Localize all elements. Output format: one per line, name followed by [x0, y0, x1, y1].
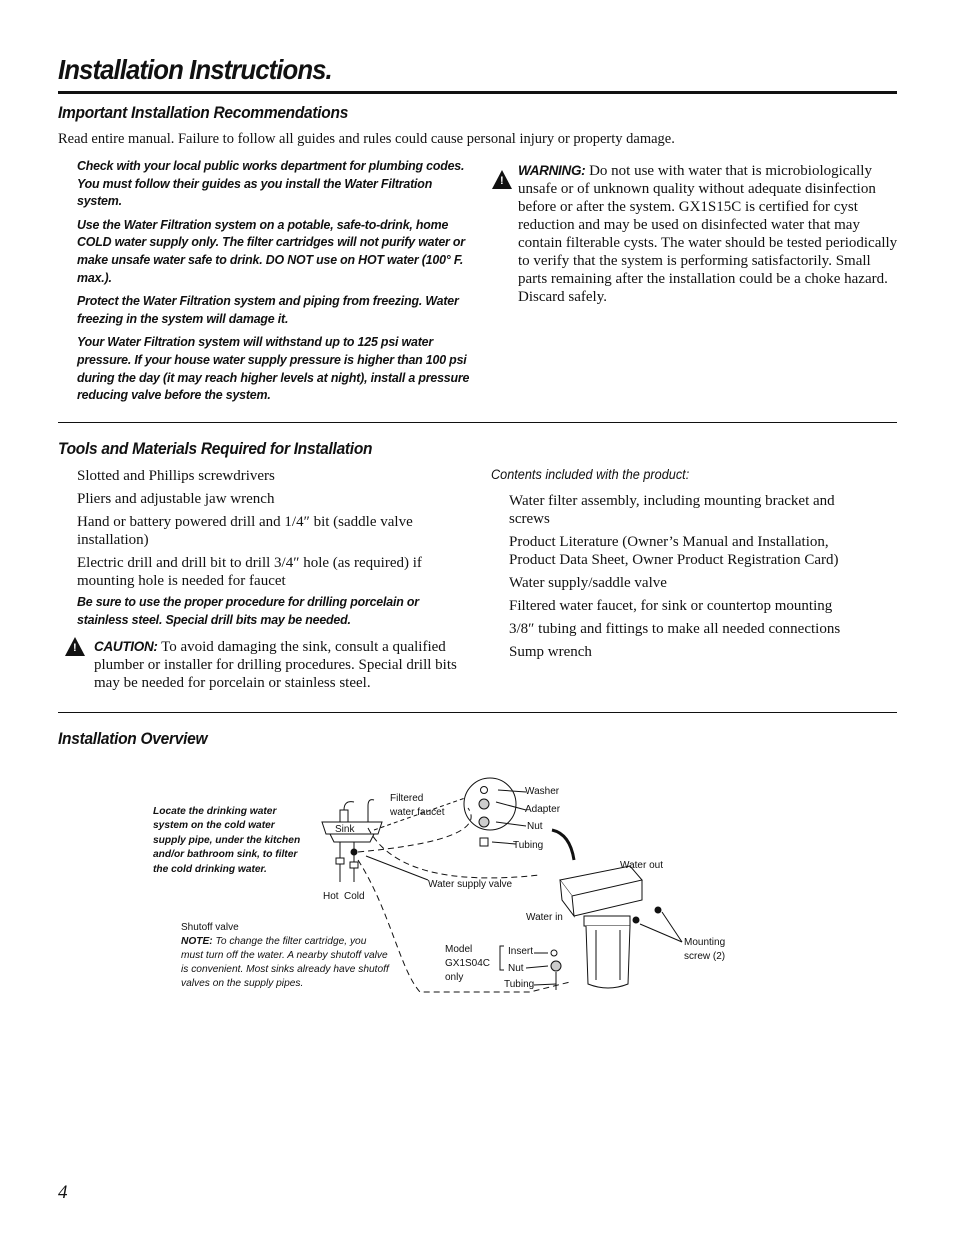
saddle-valve-mark [351, 849, 357, 855]
page-number: 4 [58, 1182, 68, 1203]
insert-part [551, 950, 557, 956]
adapter-part [479, 799, 489, 809]
filter-sump [586, 926, 630, 988]
tubing-top-label: Tubing [513, 840, 544, 851]
warning-label: WARNING: [518, 163, 586, 178]
shutoff-valve-label: Shutoff valve [181, 922, 239, 933]
note-text: To change the filter cartridge, you must turn off the water. A nearby shutoff valve is convenient. Most sinks already have shutoff valves on the supply pipes. [181, 936, 389, 989]
adapter-label: Adapter [525, 804, 561, 815]
contents-item: 3/8″ tubing and fittings to make all needed connections [509, 621, 841, 637]
filtered-faucet-shape [368, 800, 374, 822]
nut-part [479, 817, 489, 827]
recommendations-list [77, 157, 472, 404]
filtered-faucet-label: Filtered water faucet [390, 793, 445, 818]
hot-label: Hot [323, 891, 339, 902]
contents-item: Water filter assembly, including mounting bracket and screws [509, 493, 835, 527]
nut-bottom-arrow [526, 966, 548, 968]
tools-item: Slotted and Phillips screwdrivers [77, 468, 275, 484]
hot-valve [336, 858, 344, 864]
adapter-arrow [496, 802, 526, 810]
section-divider [58, 712, 897, 713]
nut-bottom-part [551, 961, 561, 971]
insert-label: Insert [508, 946, 534, 957]
main-faucet-spout [344, 802, 354, 810]
model-label: Model GX1S04C only [445, 944, 491, 983]
note-label: NOTE: [181, 936, 213, 947]
contents-item: Sump wrench [509, 644, 592, 660]
cold-valve [350, 862, 358, 868]
supply-valve-arrow [366, 856, 428, 880]
main-faucet-body [340, 810, 348, 822]
caution-text: To avoid damaging the sink, consult a qualified plumber or installer for drilling procedures. Special drill bits may be needed for porcelain or stainless steel. [94, 639, 457, 691]
mounting-screw [655, 907, 661, 913]
warning-block [518, 162, 898, 306]
cold-label: Cold [344, 891, 365, 902]
tubing-part [480, 838, 488, 846]
nut-bottom-label: Nut [508, 963, 524, 974]
caution-icon: ! [65, 637, 85, 656]
model-bracket [500, 946, 504, 970]
locate-note: Locate the drinking water system on the cold water supply pipe, under the kitchen and/or bathroom sink, to filter the cold drinking water. [153, 806, 301, 875]
title-rule [58, 91, 897, 94]
housing-cap [584, 916, 630, 926]
tubing-bottom-label: Tubing [504, 979, 535, 990]
contents-item: Product Literature (Owner’s Manual and Installation, Product Data Sheet, Owner Product Registration Card) [509, 534, 839, 568]
shutoff-note [181, 935, 391, 991]
washer-label: Washer [525, 786, 560, 797]
drill-note: Be sure to use the proper procedure for drilling porcelain or stainless steel. Special drill bits may be needed. [77, 594, 419, 627]
recommendation-item: Use the Water Filtration system on a potable, safe-to-drink, home COLD water supply only. The filter cartridges will not purify water or make unsafe water safe to drink. DO NOT use on HOT water (100° F. max.). [77, 216, 465, 285]
recommendation-item: Your Water Filtration system will withstand up to 125 psi water pressure. If your house water supply pressure is higher than 100 psi during the day (it may reach higher levels at night), install a pressure reducing valve before the system. [77, 334, 470, 403]
warning-text: Do not use with water that is microbiologically unsafe or of unknown quality without adequate disinfection before or after the system. GX1S15C is certified for cyst reduction and may be used on disinfected water that may contain filterable cysts. The water should be tested periodically to verify that the system is performing satisfactorily. Small parts remaining after the installation could be a choke hazard. Discard safely. [518, 163, 898, 305]
page-title: Installation Instructions. [58, 54, 332, 85]
outlet-elbow [552, 830, 574, 860]
water-out-label: Water out [620, 860, 663, 871]
mounting-screw-label: Mounting screw (2) [684, 937, 726, 962]
contents-item: Water supply/saddle valve [509, 575, 667, 591]
overview-heading: Installation Overview [58, 730, 208, 748]
tubing-bottom-arrow [534, 984, 556, 985]
contents-list [509, 492, 879, 661]
tools-heading: Tools and Materials Required for Installation [58, 440, 373, 458]
mounting-screw [633, 917, 639, 923]
tools-item: Electric drill and drill bit to drill 3/4″ hole (as required) if mounting hole is needed for faucet [77, 555, 422, 589]
section-divider [58, 422, 897, 423]
fitting-detail-circle [464, 778, 516, 830]
recommendation-item: Protect the Water Filtration system and piping from freezing. Water freezing in the system will damage it. [77, 293, 459, 326]
tools-item: Pliers and adjustable jaw wrench [77, 491, 275, 507]
contents-item: Filtered water faucet, for sink or countertop mounting [509, 598, 833, 614]
recommendations-heading: Important Installation Recommendations [58, 104, 349, 122]
recommendation-item: Check with your local public works department for plumbing codes. You must follow their guides as you install the Water Filtration system. [77, 158, 465, 209]
water-supply-valve-label: Water supply valve [428, 879, 513, 890]
recommendations-intro: Read entire manual. Failure to follow all guides and rules could cause personal injury or property damage. [58, 131, 675, 147]
washer-part [481, 787, 488, 794]
nut-top-label: Nut [527, 821, 543, 832]
warning-icon: ! [492, 170, 512, 189]
caution-label: CAUTION: [94, 639, 158, 654]
tools-list [77, 467, 469, 595]
tools-item: Hand or battery powered drill and 1/4″ bit (saddle valve installation) [77, 514, 413, 548]
contents-label: Contents included with the product: [491, 467, 690, 482]
water-in-label: Water in [526, 912, 563, 923]
nut-arrow [496, 822, 526, 826]
caution-block [94, 638, 470, 692]
sink-label: Sink [335, 824, 355, 835]
